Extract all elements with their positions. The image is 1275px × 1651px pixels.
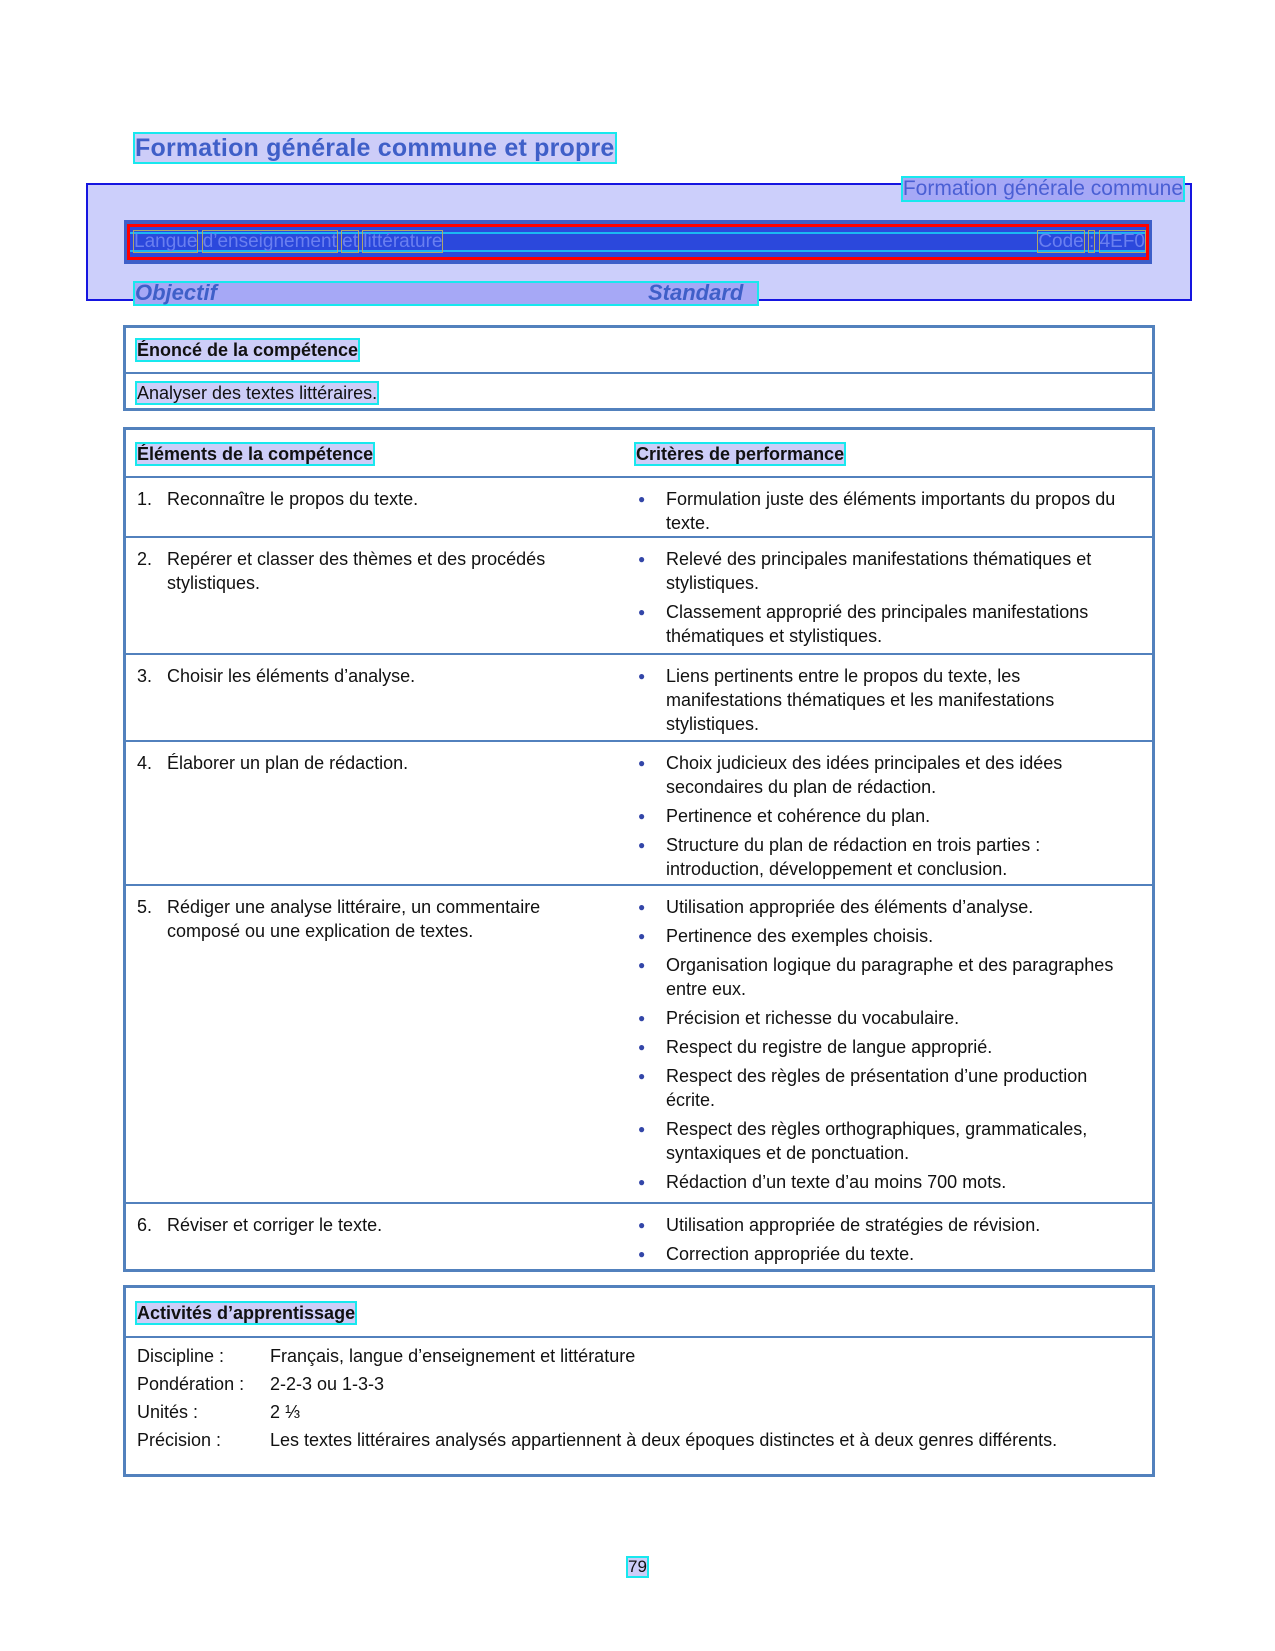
course-name [134,232,442,251]
criterion-item [636,1006,1152,1030]
activites-heading: Activités d’apprentissage [137,1303,356,1323]
activite-label: Discipline : [137,1346,225,1366]
bullet-icon: ● [638,492,646,506]
element-text: Reconnaître le propos du texte. [167,489,419,509]
element-row [126,884,1152,1202]
element-row [126,536,1152,653]
bullet-icon: ● [638,838,646,852]
activite-item [137,1400,1141,1424]
objectif-label: Objectif [135,280,217,305]
element-text: Repérer et classer des thèmes et des procédés stylistiques. [167,549,546,593]
criterion-item [636,664,1152,736]
criterion-text: Structure du plan de rédaction en trois parties : introduction, développement et conclusion. [666,835,1041,879]
criterion-item [636,1213,1152,1237]
enonce-heading: Énoncé de la compétence [137,340,359,360]
bullet-icon: ● [638,552,646,566]
activite-label: Précision : [137,1430,222,1450]
bullet-icon: ● [638,958,646,972]
code-separator: : [1089,231,1095,252]
element-text: Rédiger une analyse littéraire, un commentaire composé ou une explication de textes. [167,897,541,941]
bullet-icon: ● [638,1069,646,1083]
course-code [1038,232,1145,251]
bullet-icon: ● [638,756,646,770]
activite-value: Français, langue d’enseignement et littérature [270,1346,636,1366]
element-number: 1. [137,489,153,509]
element-item [137,1213,636,1237]
criterion-text: Respect des règles orthographiques, grammaticales, syntaxiques et de ponctuation. [666,1119,1088,1163]
bullet-icon: ● [638,605,646,619]
enonce-table [123,325,1155,411]
activite-value: Les textes littéraires analysés appartiennent à deux époques distinctes et à deux genres différents. [270,1430,1058,1450]
criteria-heading: Critères de performance [636,444,845,464]
activites-header-row [126,1288,1152,1336]
activite-value: 2 ⅓ [270,1402,301,1422]
activites-body [126,1336,1152,1452]
element-item [137,487,636,511]
element-number: 3. [137,666,153,686]
standard-label: Standard [648,280,744,305]
enonce-text: Analyser des textes littéraires. [137,383,378,403]
criterion-item [636,1117,1152,1165]
bullet-icon: ● [638,1175,646,1189]
activite-label: Unités : [137,1402,199,1422]
elements-rows [126,476,1152,1272]
criterion-text: Respect des règles de présentation d’une production écrite. [666,1066,1088,1110]
element-row [126,653,1152,740]
criterion-text: Pertinence et cohérence du plan. [666,806,931,826]
enonce-header-row [126,328,1152,372]
element-item [137,664,636,688]
element-row [126,1202,1152,1272]
course-word: et [342,231,358,252]
criterion-item [636,1170,1152,1194]
bullet-icon: ● [638,669,646,683]
element-item [137,751,636,775]
bullet-icon: ● [638,1247,646,1261]
code-label: Code [1038,231,1084,252]
criterion-text: Choix judicieux des idées principales et des idées secondaires du plan de rédaction. [666,753,1063,797]
bullet-icon: ● [638,1040,646,1054]
element-number: 5. [137,897,153,917]
bullet-icon: ● [638,929,646,943]
bullet-icon: ● [638,1122,646,1136]
elements-heading: Éléments de la compétence [137,444,374,464]
criterion-text: Correction appropriée du texte. [666,1244,915,1264]
element-number: 4. [137,753,153,773]
course-word: d’enseignement [202,231,337,252]
criterion-text: Rédaction d’un texte d’au moins 700 mots. [666,1172,1007,1192]
criterion-text: Liens pertinents entre le propos du texte, les manifestations thématiques et les manifestations stylistiques. [666,666,1055,734]
element-row [126,476,1152,536]
criterion-text: Formulation juste des éléments importants du propos du texte. [666,489,1116,533]
criterion-item [636,1035,1152,1059]
element-text: Choisir les éléments d’analyse. [167,666,416,686]
elements-header-row [126,430,1152,476]
section-title: Formation générale commune et propre [135,134,615,162]
element-text: Élaborer un plan de rédaction. [167,753,409,773]
criterion-item [636,895,1152,919]
page-number: 79 [628,1557,647,1576]
activite-item [137,1372,1141,1396]
bullet-icon: ● [638,900,646,914]
criterion-item [636,1242,1152,1266]
criterion-text: Organisation logique du paragraphe et des paragraphes entre eux. [666,955,1114,999]
criterion-text: Utilisation appropriée des éléments d’analyse. [666,897,1034,917]
element-text: Réviser et corriger le texte. [167,1215,383,1235]
criterion-item [636,924,1152,948]
criterion-item [636,600,1152,648]
bullet-icon: ● [638,809,646,823]
element-item [137,547,636,595]
criterion-item [636,1064,1152,1112]
activite-value: 2-2-3 ou 1-3-3 [270,1374,385,1394]
enonce-body-row [126,372,1152,408]
element-number: 2. [137,549,153,569]
course-word: Langue [134,231,198,252]
criterion-item [636,487,1152,535]
activites-table [123,1285,1155,1477]
elements-table [123,427,1155,1272]
element-number: 6. [137,1215,153,1235]
code-value: 4EF0 [1099,231,1145,252]
criterion-item [636,833,1152,881]
bullet-icon: ● [638,1218,646,1232]
course-word: littérature [363,231,443,252]
element-item [137,895,636,943]
activite-item [137,1344,1141,1368]
activite-item [137,1428,1141,1452]
course-category: Formation générale commune [902,177,1183,200]
criterion-item [636,953,1152,1001]
criterion-text: Relevé des principales manifestations thématiques et stylistiques. [666,549,1092,593]
criterion-item [636,804,1152,828]
criterion-text: Utilisation appropriée de stratégies de révision. [666,1215,1041,1235]
criterion-text: Classement approprié des principales manifestations thématiques et stylistiques. [666,602,1089,646]
criterion-item [636,751,1152,799]
element-row [126,740,1152,884]
criterion-text: Respect du registre de langue approprié. [666,1037,993,1057]
bullet-icon: ● [638,1011,646,1025]
criterion-text: Précision et richesse du vocabulaire. [666,1008,960,1028]
activite-label: Pondération : [137,1374,245,1394]
criterion-item [636,547,1152,595]
criterion-text: Pertinence des exemples choisis. [666,926,934,946]
